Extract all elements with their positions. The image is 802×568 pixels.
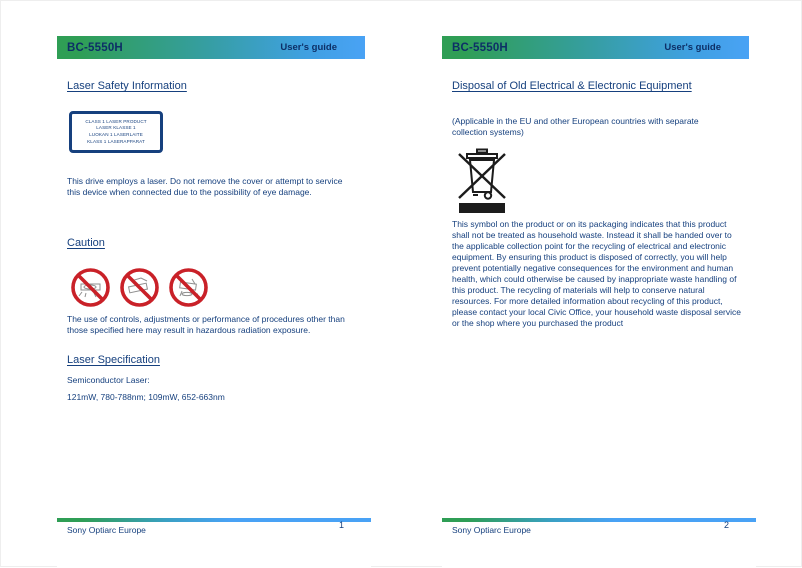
laser-label-line: KLASS 1 LASERAPPARAT bbox=[87, 138, 145, 144]
guide-label: User's guide bbox=[664, 42, 721, 53]
caution-heading: Caution bbox=[67, 237, 105, 249]
disposal-body-text: This symbol on the product or on its packaging indicates that this product shall not be treated as household waste. Instead it shall be handed over to the applicable collection point for the recycling of electrical and electronic equipment. By ensuring this product is disposed of correctly, you will help prevent potentially negative consequences for the environment and human health, which could otherwise be caused by inappropriate waste handling of this product. The recycling of materials will help to conserve natural resources. For more detailed information about recycling of this product, please contact your local Civic Office, your household waste disposal service or the shop where you purchased the product bbox=[452, 219, 741, 328]
page-number: 1 bbox=[339, 520, 345, 530]
no-opening-cover-icon bbox=[119, 267, 160, 308]
disposal-heading: Disposal of Old Electrical & Electronic Equipment bbox=[452, 80, 692, 92]
laser-label-line: LUOKAN 1 LASERLAITE bbox=[89, 132, 143, 137]
model-title: BC-5550H bbox=[67, 41, 123, 54]
laser-spec-type: Semiconductor Laser: bbox=[67, 375, 150, 385]
page-1-header-bar bbox=[57, 36, 365, 59]
laser-spec-values: 121mW, 780-788nm; 109mW, 652-663nm bbox=[67, 392, 225, 402]
crossed-out-wheeled-bin-weee-icon bbox=[456, 148, 508, 214]
guide-label: User's guide bbox=[280, 42, 337, 53]
laser-spec-heading: Laser Specification bbox=[67, 354, 160, 366]
disposal-subtitle: (Applicable in the EU and other European countries with separate collection systems) bbox=[452, 116, 699, 137]
page-number: 2 bbox=[724, 520, 730, 530]
page-2-header-bar bbox=[442, 36, 749, 59]
footer-company: Sony Optiarc Europe bbox=[452, 525, 531, 535]
laser-label-line: LASER KLASSE 1 bbox=[96, 125, 136, 131]
page-1 bbox=[57, 1, 371, 568]
model-title: BC-5550H bbox=[452, 41, 508, 54]
laser-class-label-box bbox=[69, 111, 163, 153]
caution-text: The use of controls, adjustments or performance of procedures other than those specified here may result in hazardous radiation exposure. bbox=[67, 314, 345, 335]
laser-label-line: CLASS 1 LASER PRODUCT bbox=[85, 118, 147, 124]
caution-icons-row bbox=[70, 267, 209, 308]
laser-safety-heading: Laser Safety Information bbox=[67, 80, 187, 92]
no-disassembly-drive-icon bbox=[70, 267, 111, 308]
laser-safety-text: This drive employs a laser. Do not remove the cover or attempt to service this device when connected due to the possibility of eye damage. bbox=[67, 176, 343, 197]
page-1-footer-bar bbox=[57, 518, 371, 522]
page-2 bbox=[442, 1, 756, 568]
page-2-footer-bar bbox=[442, 518, 756, 522]
no-touching-internals-icon bbox=[168, 267, 209, 308]
footer-company: Sony Optiarc Europe bbox=[67, 525, 146, 535]
